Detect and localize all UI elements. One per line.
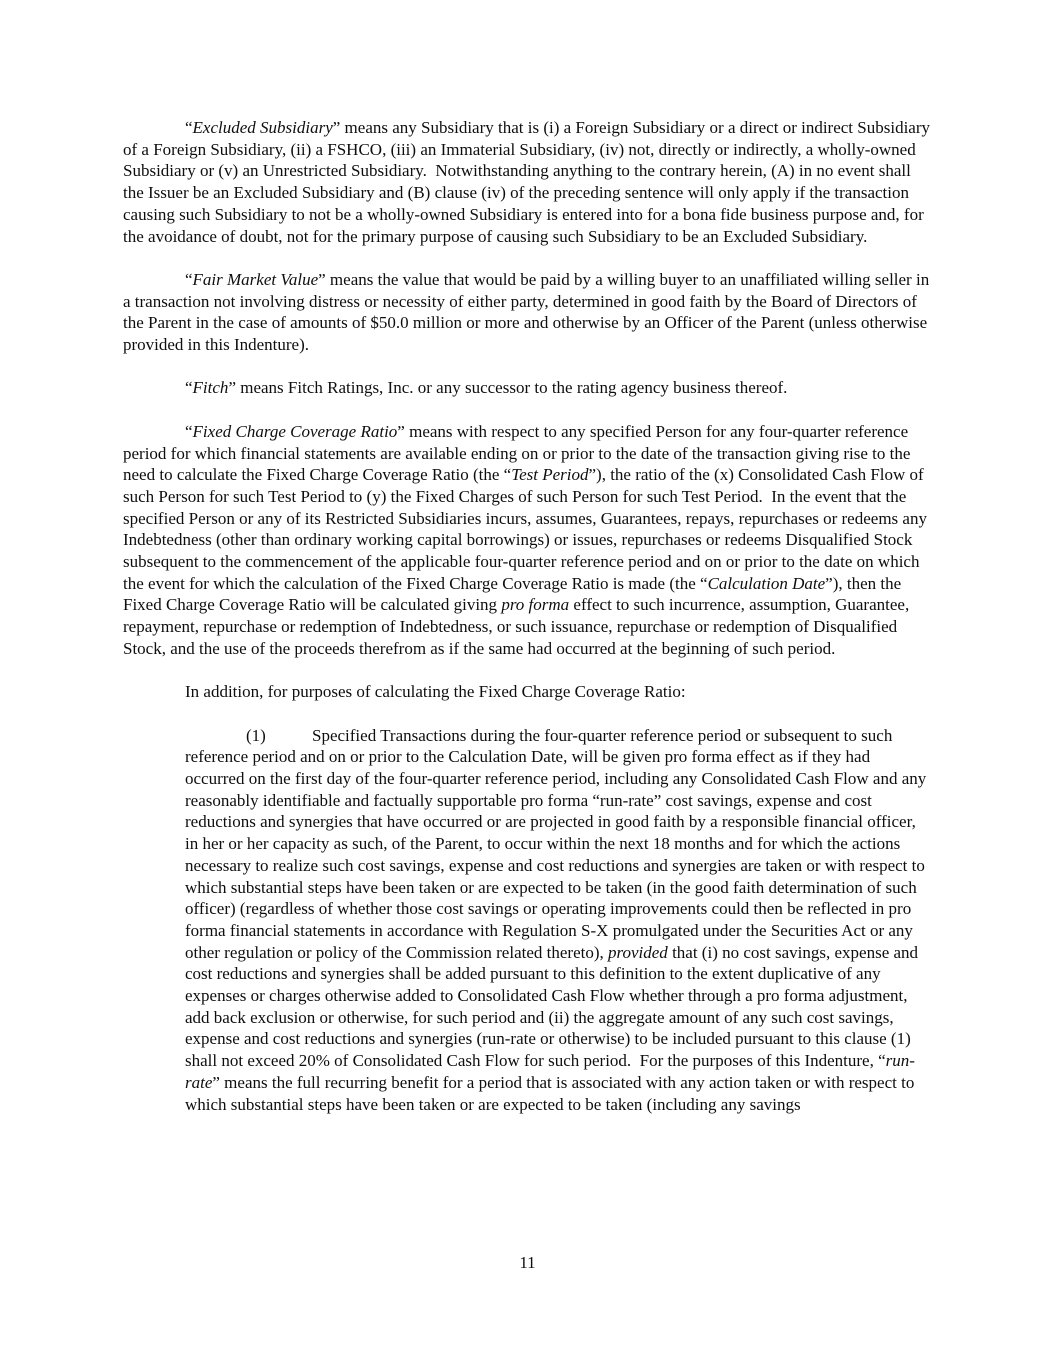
text-run: ” means the full recurring benefit for a period that is associated with any action taken or with respect to which substantial steps have been taken or are expected to be taken (including any savings [185,1072,919,1114]
definition-fitch [123,377,933,399]
text-run: “ [185,378,193,398]
italic-text-run: Excluded Subsidiary [192,118,333,137]
text-run: “ [185,118,193,137]
italic-text-run: Calculation Date [707,573,826,593]
definition-fixed-charge-coverage-ratio [123,421,933,660]
text-run: Specified Transactions during the four-quarter reference period or subsequent to such reference period and on or prior to the Calculation Date, will be given pro forma effect as if they had occurred on the first day of the four-quarter reference period, including any Consolidated Cash Flow and any reasonably identifiable and factually supportable pro forma “run-rate” cost savings, expense and cost reductions and synergies that have occurred or are projected in good faith by a responsible financial officer, in her or her capacity as such, of the Parent, to occur within the next 18 months and for which the actions necessary to realize such cost savings, expense and cost reductions and synergies are taken or with respect to which substantial steps have been taken or are expected to be taken (in the good faith determination of such officer) (regardless of whether those cost savings or operating improvements could then be reflected in pro forma financial statements in accordance with Regulation S-X promulgated under the Securities Act or any other regulation or policy of the Commission related thereto), [185,725,931,962]
text-run: In addition, for purposes of calculating the Fixed Charge Coverage Ratio: [185,682,686,702]
text-run: ” means the value that would be paid by a willing buyer to an unaffiliated willing seller in a transaction not involving distress or necessity of either party, determined in good faith by the Board of Directors of the Parent in the case of amounts of $50.0 million or more and otherwise by an Officer of the Parent (unless otherwise provided in this Indenture). [123,269,934,355]
definition-fair-market-value [123,269,933,356]
clause-1 [185,725,933,1116]
document-body [123,117,933,1137]
italic-text-run: provided [608,942,668,962]
text-run: “ [185,269,193,289]
italic-text-run: pro forma [501,595,570,615]
text-run: ” means with respect to any specified Person for any four-quarter reference period for which financial statements are available ending on or prior to the date of the transaction giving rise to the need to calculate the Fixed Charge Coverage Ratio (the “ [123,421,915,485]
text-run: “ [185,421,193,441]
text-run: that (i) no cost savings, expense and cost reductions and synergies shall be added pursuant to this definition to the extent duplicative of any expenses or charges otherwise added to Consolidated Cash Flow whether through a pro forma adjustment, add back exclusion or otherwise, for such period and (ii) the aggregate amount of any such cost savings, expense and cost reductions and synergies (run-rate or otherwise) to be included pursuant to this clause (1) shall not exceed 20% of Consolidated Cash Flow for such period. For the purposes of this Indenture, “ [185,942,923,1071]
paragraph-in-addition [123,681,933,703]
text-run: ”), the ratio of the (x) Consolidated Cash Flow of such Person for such Test Period to (y) the Fixed Charges of such Person for such Test Period. In the event that the specified Person or any of its Restricted Subsidiaries incurs, assumes, Guarantees, repays, repurchases or redeems any Indebtedness (other than ordinary working capital borrowings) or issues, repurchases or redeems Disqualified Stock subsequent to the commencement of the applicable four-quarter reference period and on or prior to the date on which the event for which the calculation of the Fixed Charge Coverage Ratio is made (the “ [123,465,932,593]
italic-text-run: Fitch [192,378,229,398]
text-run: ”), then the Fixed Charge Coverage Ratio will be calculated giving [123,573,906,615]
italic-text-run: Test Period [511,465,589,485]
text-run: effect to such incurrence, assumption, Guarantee, repayment, repurchase or redemption of Indebtedness, or such issuance, repurchase or redemption of Disqualified Stock, and the use of the proceeds therefrom as if the same had occurred at the beginning of such period. [123,595,914,658]
text-run: ” means any Subsidiary that is (i) a Foreign Subsidiary or a direct or indirect Subsidiary of a Foreign Subsidiary, (ii) a FSHCO, (iii) an Immaterial Subsidiary, (iv) not, directly or indirectly, a wholly-owned Subsidiary or (v) an Unrestricted Subsidiary. Notwithstanding anything to the contrary herein, (A) in no event shall the Issuer be an Excluded Subsidiary and (B) clause (iv) of the preceding sentence will only apply if the transaction causing such Subsidiary to not be a wholly-owned Subsidiary is entered into for a bona fide business purpose and, for the avoidance of doubt, not for the primary purpose of causing such Subsidiary to be an Excluded Subsidiary. [123,118,935,246]
page-number: 11 [519,1253,536,1272]
clause-number: (1) [246,725,266,745]
italic-text-run: Fair Market Value [192,269,319,289]
italic-text-run: Fixed Charge Coverage Ratio [192,421,398,441]
text-run: ” means Fitch Ratings, Inc. or any successor to the rating agency business thereof. [228,378,788,398]
italic-text-run: run-rate [185,1051,915,1092]
definition-excluded-subsidiary [123,117,933,247]
